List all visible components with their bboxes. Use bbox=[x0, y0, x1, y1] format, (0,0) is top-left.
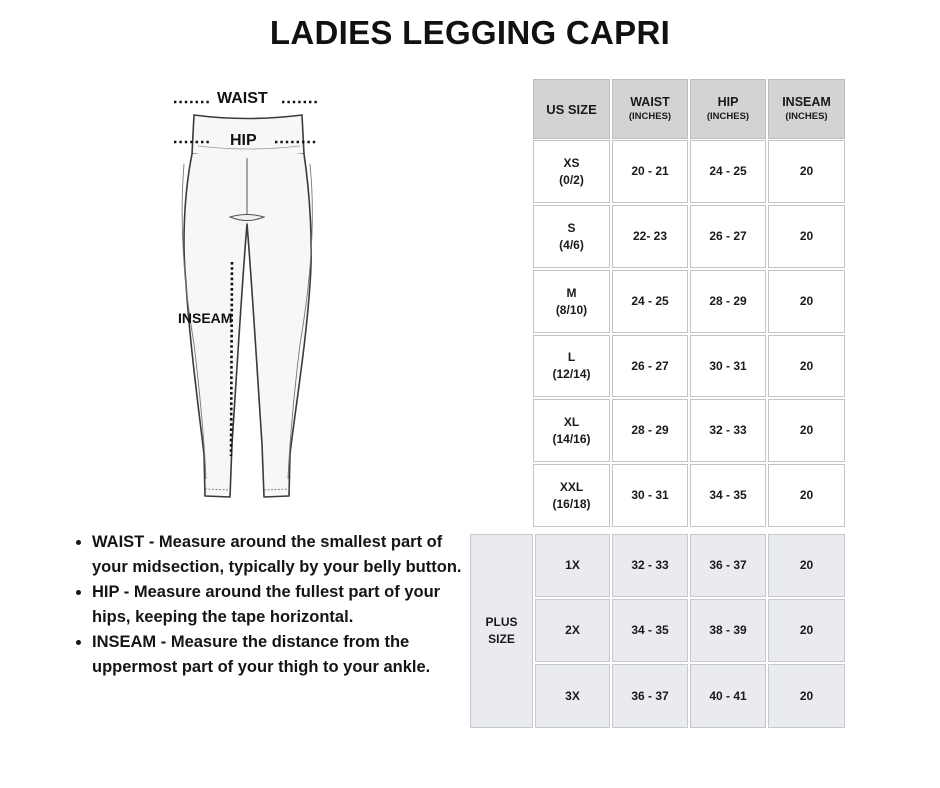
size-name: XL bbox=[563, 414, 580, 429]
header-inseam-unit: (INCHES) bbox=[785, 111, 828, 122]
hip-value: 30 - 31 bbox=[690, 335, 766, 397]
plus-size-name: 2X bbox=[535, 599, 610, 662]
hip-value: 40 - 41 bbox=[690, 664, 766, 728]
size-numeric: (16/18) bbox=[552, 496, 591, 511]
size-name: M bbox=[566, 285, 577, 300]
hip-value: 34 - 35 bbox=[690, 464, 766, 527]
waist-value: 30 - 31 bbox=[612, 464, 688, 527]
instruction-hip: • HIP - Measure around the fullest part of your hips, keeping the tape horizontal. bbox=[92, 580, 462, 630]
plus-size-name: 1X bbox=[535, 534, 610, 597]
table-row-size bbox=[533, 205, 610, 268]
size-numeric: (8/10) bbox=[555, 302, 588, 317]
plus-size-label bbox=[470, 534, 533, 728]
header-hip-unit: (INCHES) bbox=[706, 111, 750, 122]
inseam-value: 20 bbox=[768, 270, 845, 333]
hip-value: 38 - 39 bbox=[690, 599, 766, 662]
size-numeric: (12/14) bbox=[552, 367, 591, 381]
table-row-size bbox=[533, 270, 610, 333]
header-inseam-label: INSEAM bbox=[782, 95, 831, 109]
waist-value: 26 - 27 bbox=[612, 335, 688, 397]
instruction-inseam: • INSEAM - Measure the distance from the uppermost part of your thigh to your ankle. bbox=[92, 630, 462, 680]
hip-label: HIP bbox=[230, 132, 257, 149]
hip-value: 28 - 29 bbox=[690, 270, 766, 333]
inseam-value: 20 bbox=[768, 140, 845, 203]
waist-value: 34 - 35 bbox=[612, 599, 688, 662]
header-waist-label: WAIST bbox=[630, 95, 670, 109]
waist-value: 22- 23 bbox=[612, 205, 688, 268]
waist-value: 24 - 25 bbox=[612, 270, 688, 333]
table-row-size bbox=[533, 140, 610, 203]
page-title: LADIES LEGGING CAPRI bbox=[269, 14, 671, 51]
table-row-size bbox=[533, 399, 610, 462]
plus-size-label-line1: PLUS bbox=[485, 615, 518, 629]
plus-size-label-line2: SIZE bbox=[488, 632, 515, 646]
size-numeric: (0/2) bbox=[559, 172, 584, 187]
waist-value: 36 - 37 bbox=[612, 664, 688, 728]
size-numeric: (4/6) bbox=[559, 237, 584, 252]
inseam-value: 20 bbox=[768, 205, 845, 268]
header-hip-label: HIP bbox=[717, 95, 739, 109]
header-inseam bbox=[768, 79, 845, 139]
inseam-value: 20 bbox=[768, 399, 845, 462]
waist-value: 20 - 21 bbox=[612, 140, 688, 203]
header-waist-unit: (INCHES) bbox=[628, 111, 672, 122]
leggings-illustration bbox=[150, 84, 340, 504]
size-name: L bbox=[567, 350, 576, 364]
plus-size-name: 3X bbox=[535, 664, 610, 728]
inseam-label: INSEAM bbox=[178, 310, 233, 326]
size-name: XS bbox=[563, 155, 580, 170]
inseam-value: 20 bbox=[768, 534, 845, 597]
size-name: S bbox=[567, 220, 576, 235]
table-row-size bbox=[533, 335, 610, 397]
hip-value: 24 - 25 bbox=[690, 140, 766, 203]
hip-value: 32 - 33 bbox=[690, 399, 766, 462]
size-name: XXL bbox=[559, 479, 584, 494]
inseam-value: 20 bbox=[768, 464, 845, 527]
header-hip bbox=[690, 79, 766, 139]
inseam-value: 20 bbox=[768, 599, 845, 662]
waist-value: 28 - 29 bbox=[612, 399, 688, 462]
hip-value: 26 - 27 bbox=[690, 205, 766, 268]
table-row-size bbox=[533, 464, 610, 527]
header-us-size-label: US SIZE bbox=[546, 101, 597, 117]
size-numeric: (14/16) bbox=[552, 431, 591, 446]
measuring-instructions bbox=[70, 530, 462, 680]
inseam-value: 20 bbox=[768, 335, 845, 397]
header-waist bbox=[612, 79, 688, 139]
header-us-size bbox=[533, 79, 610, 139]
waist-value: 32 - 33 bbox=[612, 534, 688, 597]
waist-label: WAIST bbox=[217, 90, 268, 107]
instruction-waist: • WAIST - Measure around the smallest part of your midsection, typically by your belly button. bbox=[92, 530, 462, 580]
inseam-value: 20 bbox=[768, 664, 845, 728]
hip-value: 36 - 37 bbox=[690, 534, 766, 597]
